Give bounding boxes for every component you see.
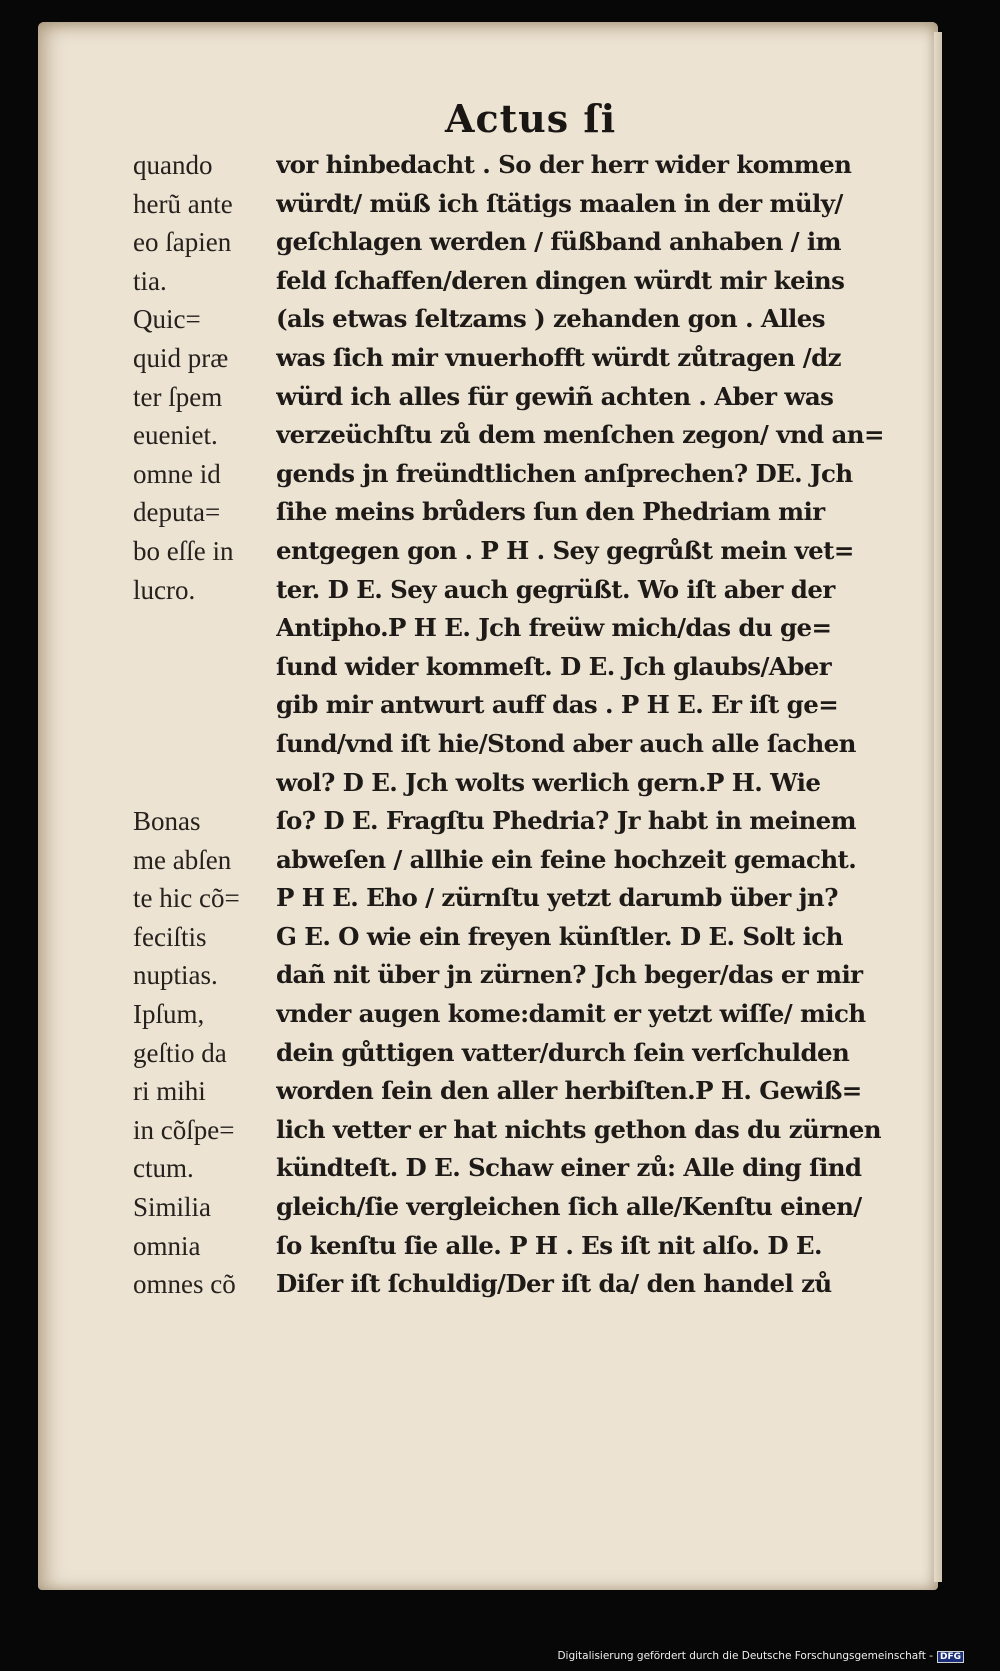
marginal-note-line: ri mihi [133, 1076, 206, 1107]
digitization-credit [557, 1650, 964, 1663]
running-head: Actus ſi [445, 96, 617, 141]
marginal-note-line [133, 686, 273, 725]
text-line: P H E. Eho / zürnſtu yetzt darumb über jn? [276, 883, 838, 913]
text-line: Antipho.P H E. Jch freüw mich/das du ge= [276, 613, 832, 643]
marginal-note-line: omne id [133, 458, 221, 489]
text-line: dein gůttigen vatter/durch ſein verſchulden [276, 1037, 850, 1067]
marginal-note-line: feciſtis [133, 921, 207, 952]
text-line: würd ich alles für gewiñ achten . Aber was [276, 381, 834, 411]
text-line: lich vetter er hat nichts gethon das du zürnen [276, 1114, 881, 1144]
text-line: entgegen gon . P H . Sey gegrůßt mein vet= [276, 535, 854, 565]
marginal-note-line: omnia [133, 1230, 201, 1261]
text-line: G E. O wie ein freyen künſtler. D E. Solt ich [276, 921, 843, 951]
marginal-note-line: Similia [133, 1192, 212, 1223]
marginal-note-line: bo eſſe in [133, 535, 234, 566]
dfg-logo: DFG [937, 1651, 964, 1663]
text-line: ſo kenſtu ſie alle. P H . Es iſt nit alſo. D E. [276, 1230, 822, 1260]
text-line: ter. D E. Sey auch gegrüßt. Wo iſt aber der [276, 574, 835, 604]
text-line: verzeüchſtu zů dem menſchen zegon/ vnd an= [276, 420, 884, 450]
text-line: kündteſt. D E. Schaw einer zů: Alle ding ſind [276, 1153, 862, 1183]
marginal-note-line [133, 648, 273, 687]
text-line: Diſer iſt ſchuldig/Der iſt da/ den handel zů [276, 1269, 832, 1299]
marginal-note-line: Quic= [133, 304, 201, 335]
marginal-note-line: lucro. [133, 574, 196, 605]
text-line: würdt/ müß ich ſtätigs maalen in der müly/ [276, 188, 843, 218]
marginal-note-line: ctum. [133, 1153, 194, 1184]
marginal-note-line: Bonas [133, 806, 201, 837]
text-line: wol? D E. Jch wolts werlich gern.P H. Wie [276, 767, 821, 797]
marginal-note-line [133, 609, 273, 648]
text-line: worden ſein den aller herbiſten.P H. Gewiß= [276, 1076, 862, 1106]
text-line: ſihe meins brůders ſun den Phedriam mir [276, 497, 825, 527]
marginal-note-line: herũ ante [133, 188, 233, 219]
text-line: vnder augen kome:damit er yetzt wiſſe/ mich [276, 999, 866, 1029]
text-line: ſund/vnd iſt hie/Stond aber auch alle ſachen [276, 728, 856, 758]
text-line: gib mir antwurt auff das . P H E. Er iſt ge= [276, 690, 839, 720]
text-line: feld ſchaffen/deren dingen würdt mir keins [276, 265, 845, 295]
marginal-note-line: te hic cõ= [133, 883, 240, 914]
text-line: ſund wider kommeſt. D E. Jch glaubs/Aber [276, 651, 832, 681]
text-line: geſchlagen werden / füßband anhaben / im [276, 227, 841, 257]
marginal-note-line: Ipſum, [133, 999, 205, 1030]
marginal-note-line: geſtio da [133, 1037, 227, 1068]
text-line: gends jn freündtlichen anſprechen? DE. Jch [276, 458, 853, 488]
marginal-note-line: in cõſpe= [133, 1114, 235, 1145]
marginal-note-line: tia. [133, 265, 167, 296]
marginal-note-line: quando [133, 150, 213, 180]
marginal-note-line: deputa= [133, 497, 221, 528]
marginal-notes-column [133, 146, 273, 1304]
marginal-note-line: nuptias. [133, 960, 218, 991]
marginal-note-line: me abſen [133, 844, 232, 875]
text-line: abweſen / allhie ein feine hochzeit gemacht. [276, 844, 857, 874]
marginal-note-line [133, 764, 273, 803]
text-line: was ſich mir vnuerhofft würdt zůtragen /dz [276, 342, 841, 372]
marginal-note-line: eo ſapien [133, 227, 232, 258]
text-line: (als etwas ſeltzams ) zehanden gon . Alles [276, 304, 825, 334]
credit-text: Digitalisierung gefördert durch die Deutsche Forschungsgemeinschaft - [557, 1650, 933, 1662]
text-line: gleich/ſie vergleichen ſich alle/Kenſtu einen/ [276, 1192, 862, 1222]
text-line: ſo? D E. Fragſtu Phedria? Jr habt in meinem [276, 806, 856, 836]
marginal-note-line [133, 725, 273, 764]
marginal-note-line: eueniet. [133, 420, 218, 451]
marginal-note-line: ter ſpem [133, 381, 223, 412]
marginal-note-line: omnes cõ [133, 1269, 236, 1300]
marginal-note-line: quid præ [133, 342, 229, 373]
text-line: dañ nit über jn zürnen? Jch beger/das er mir [276, 960, 863, 990]
main-text-column [276, 146, 906, 1304]
text-line: vor hinbedacht . So der herr wider kommen [276, 150, 852, 179]
